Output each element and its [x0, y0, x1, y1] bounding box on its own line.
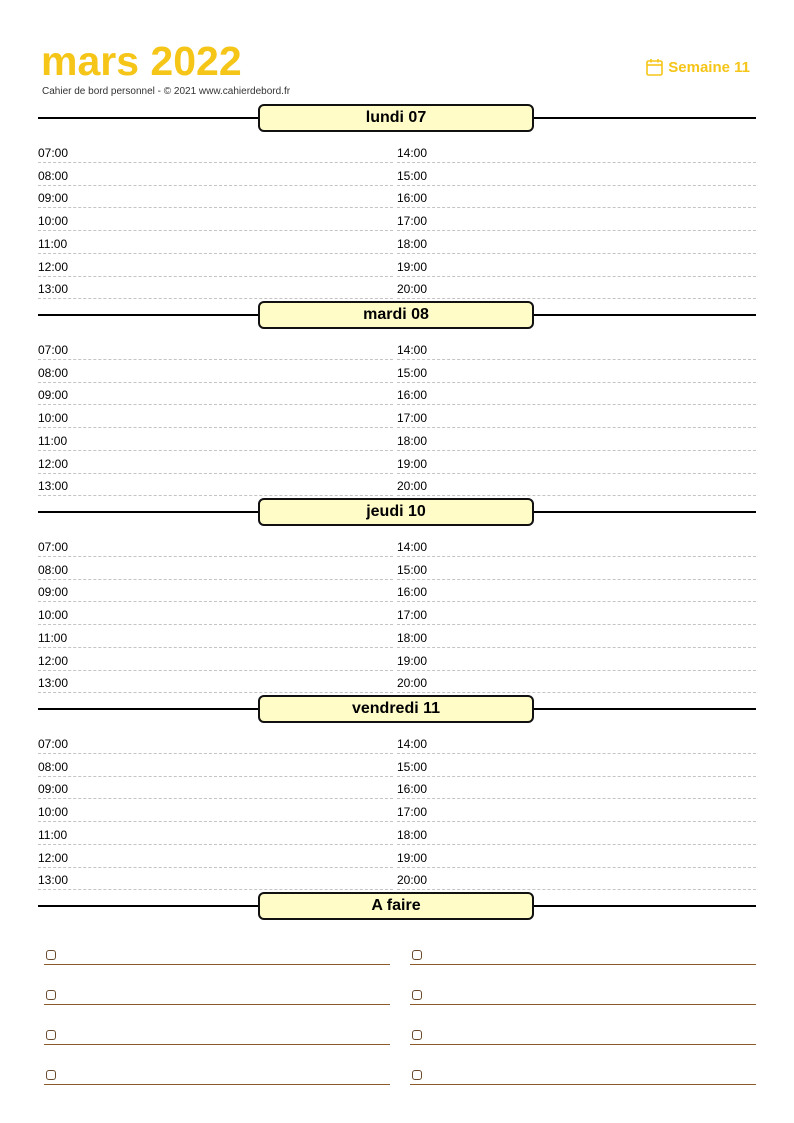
time-slot[interactable]: 11:00	[38, 433, 393, 451]
todo-label: A faire	[258, 892, 534, 920]
time-slot[interactable]: 07:00	[38, 736, 393, 754]
todo-section	[0, 890, 794, 1123]
time-slot[interactable]: 12:00	[38, 850, 393, 868]
todo-item[interactable]	[410, 983, 756, 1005]
time-slot[interactable]: 16:00	[397, 781, 756, 799]
time-slot[interactable]: 12:00	[38, 456, 393, 474]
time-slot[interactable]: 08:00	[38, 168, 393, 186]
time-slot[interactable]: 13:00	[38, 675, 393, 693]
day-label: mardi 08	[258, 301, 534, 329]
time-slot[interactable]: 10:00	[38, 607, 393, 625]
time-slot[interactable]: 07:00	[38, 539, 393, 557]
week-badge	[646, 57, 750, 77]
todo-checkbox[interactable]	[46, 1030, 56, 1040]
calendar-icon	[646, 58, 663, 76]
todo-checkbox[interactable]	[412, 990, 422, 1000]
time-slot[interactable]: 19:00	[397, 653, 756, 671]
time-slot[interactable]: 15:00	[397, 562, 756, 580]
time-slot[interactable]: 15:00	[397, 365, 756, 383]
time-slot[interactable]: 12:00	[38, 259, 393, 277]
time-slot[interactable]: 13:00	[38, 281, 393, 299]
day-label: lundi 07	[258, 104, 534, 132]
time-slot[interactable]: 16:00	[397, 387, 756, 405]
day-section	[0, 102, 794, 299]
todo-item[interactable]	[44, 983, 390, 1005]
time-slot[interactable]: 16:00	[397, 190, 756, 208]
todo-checkbox[interactable]	[46, 990, 56, 1000]
month-title: mars 2022	[41, 38, 242, 84]
time-slot[interactable]: 20:00	[397, 478, 756, 496]
todo-checkbox[interactable]	[46, 950, 56, 960]
time-slot[interactable]: 14:00	[397, 736, 756, 754]
time-slot[interactable]: 20:00	[397, 872, 756, 890]
subtitle: Cahier de bord personnel - © 2021 www.cahierdebord.fr	[42, 86, 291, 97]
time-slot[interactable]: 08:00	[38, 365, 393, 383]
todo-item[interactable]	[410, 1063, 756, 1085]
time-slot[interactable]: 18:00	[397, 236, 756, 254]
day-label: jeudi 10	[258, 498, 534, 526]
todo-item[interactable]	[410, 943, 756, 965]
time-slot[interactable]: 14:00	[397, 145, 756, 163]
todo-checkbox[interactable]	[412, 950, 422, 960]
time-slot[interactable]: 11:00	[38, 630, 393, 648]
time-slot[interactable]: 07:00	[38, 342, 393, 360]
time-slot[interactable]: 19:00	[397, 259, 756, 277]
page-header	[0, 0, 794, 104]
time-slot[interactable]: 09:00	[38, 387, 393, 405]
time-slot[interactable]: 11:00	[38, 236, 393, 254]
time-slot[interactable]: 10:00	[38, 804, 393, 822]
time-slot[interactable]: 14:00	[397, 342, 756, 360]
time-slot[interactable]: 10:00	[38, 213, 393, 231]
time-slot[interactable]: 19:00	[397, 850, 756, 868]
time-slot[interactable]: 15:00	[397, 168, 756, 186]
todo-item[interactable]	[410, 1023, 756, 1045]
time-slot[interactable]: 18:00	[397, 630, 756, 648]
time-slot[interactable]: 08:00	[38, 562, 393, 580]
day-label: vendredi 11	[258, 695, 534, 723]
time-slot[interactable]: 20:00	[397, 281, 756, 299]
time-slot[interactable]: 18:00	[397, 433, 756, 451]
todo-item[interactable]	[44, 1023, 390, 1045]
day-section	[0, 299, 794, 496]
time-slot[interactable]: 17:00	[397, 607, 756, 625]
time-slot[interactable]: 13:00	[38, 478, 393, 496]
time-slot[interactable]: 12:00	[38, 653, 393, 671]
todo-checkbox[interactable]	[412, 1070, 422, 1080]
time-slot[interactable]: 15:00	[397, 759, 756, 777]
time-slot[interactable]: 20:00	[397, 675, 756, 693]
time-slot[interactable]: 11:00	[38, 827, 393, 845]
todo-item[interactable]	[44, 1063, 390, 1085]
time-slot[interactable]: 17:00	[397, 410, 756, 428]
time-slot[interactable]: 17:00	[397, 804, 756, 822]
time-slot[interactable]: 14:00	[397, 539, 756, 557]
todo-checkbox[interactable]	[46, 1070, 56, 1080]
time-slot[interactable]: 08:00	[38, 759, 393, 777]
todo-checkbox[interactable]	[412, 1030, 422, 1040]
day-section	[0, 693, 794, 890]
time-slot[interactable]: 19:00	[397, 456, 756, 474]
week-label: Semaine 11	[668, 58, 750, 76]
time-slot[interactable]: 16:00	[397, 584, 756, 602]
time-slot[interactable]: 09:00	[38, 584, 393, 602]
time-slot[interactable]: 09:00	[38, 190, 393, 208]
time-slot[interactable]: 09:00	[38, 781, 393, 799]
time-slot[interactable]: 17:00	[397, 213, 756, 231]
time-slot[interactable]: 13:00	[38, 872, 393, 890]
time-slot[interactable]: 18:00	[397, 827, 756, 845]
day-section	[0, 496, 794, 693]
time-slot[interactable]: 07:00	[38, 145, 393, 163]
todo-item[interactable]	[44, 943, 390, 965]
time-slot[interactable]: 10:00	[38, 410, 393, 428]
